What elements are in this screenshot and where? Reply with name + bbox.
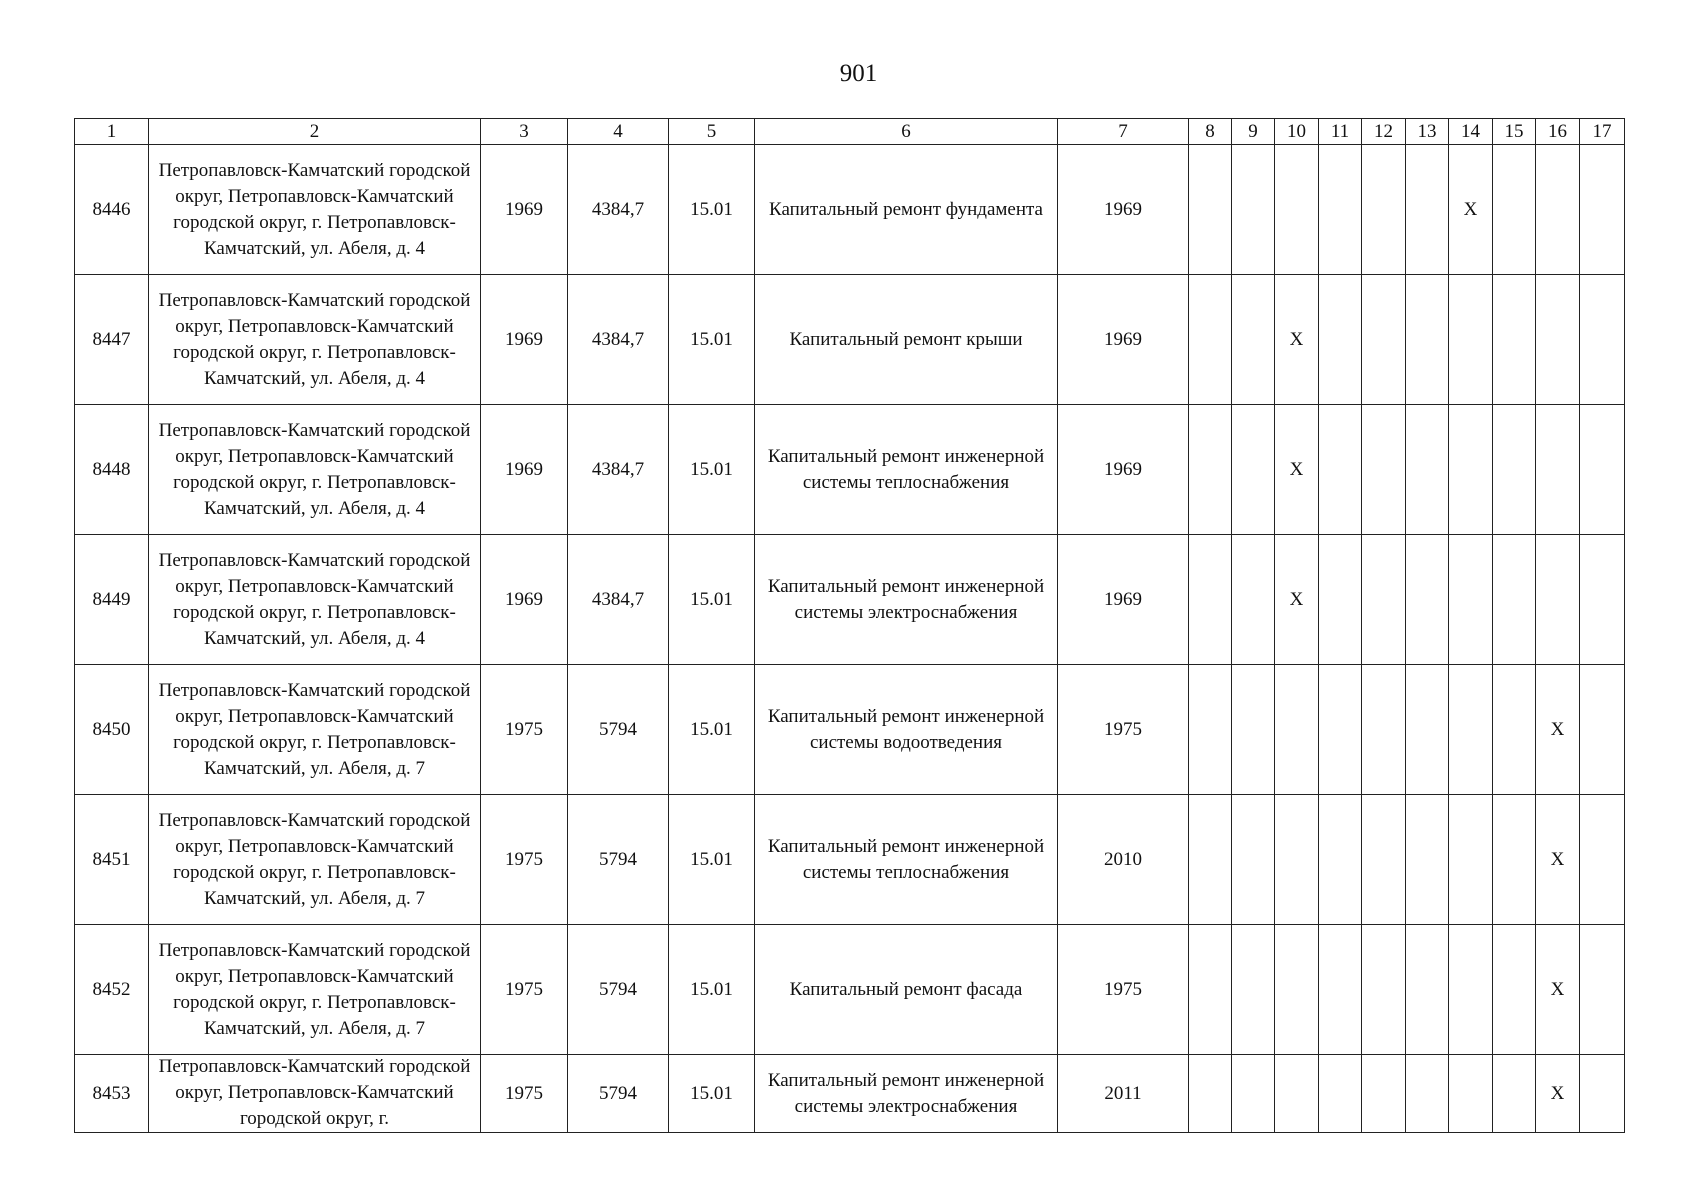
period-cell-17 (1580, 1055, 1625, 1133)
period-cell-9 (1232, 795, 1275, 925)
period-cell-11 (1319, 1055, 1362, 1133)
record-number-cell: 8453 (75, 1055, 149, 1133)
period-cell-8 (1189, 795, 1232, 925)
table-row (75, 535, 1625, 665)
period-cell-14 (1449, 405, 1493, 535)
record-number-cell: 8451 (75, 795, 149, 925)
address-cell (149, 795, 481, 925)
column-number-cell: 4 (568, 119, 669, 145)
period-cell-12 (1362, 925, 1406, 1055)
period-cell-17 (1580, 925, 1625, 1055)
period-cell-17 (1580, 795, 1625, 925)
last-repair-year-cell: 1969 (1058, 145, 1189, 275)
period-cell-17 (1580, 535, 1625, 665)
period-mark-cell: X (1275, 535, 1319, 665)
period-cell-14 (1449, 535, 1493, 665)
period-cell-13 (1406, 145, 1449, 275)
last-repair-year-cell: 2011 (1058, 1055, 1189, 1133)
period-mark-cell: X (1536, 665, 1580, 795)
period-cell-8 (1189, 925, 1232, 1055)
period-cell-9 (1232, 145, 1275, 275)
period-cell-8 (1189, 1055, 1232, 1133)
period-cell-9 (1232, 665, 1275, 795)
address-cell (149, 925, 481, 1055)
code-cell: 15.01 (669, 535, 755, 665)
period-cell-17 (1580, 275, 1625, 405)
period-cell-11 (1319, 795, 1362, 925)
area-cell: 4384,7 (568, 275, 669, 405)
column-number-cell: 12 (1362, 119, 1406, 145)
period-cell-11 (1319, 145, 1362, 275)
table-row (75, 1055, 1625, 1133)
area-cell: 5794 (568, 1055, 669, 1133)
year-built-cell: 1969 (481, 535, 568, 665)
period-cell-16 (1536, 405, 1580, 535)
period-cell-10 (1275, 795, 1319, 925)
page-number: 901 (839, 60, 878, 87)
period-cell-16 (1536, 535, 1580, 665)
last-repair-year-cell: 1969 (1058, 405, 1189, 535)
period-cell-13 (1406, 535, 1449, 665)
address-cell (149, 665, 481, 795)
work-type-cell: Капитальный ремонт инженерной системы теплоснабжения (755, 795, 1058, 925)
period-cell-17 (1580, 405, 1625, 535)
address-text: Петропавловск-Камчатский городской округ, Петропавловск-Камчатский городской округ, г. Петропавловск-Камчатский, ул. Абеля, д. 7 (158, 809, 471, 909)
work-type-cell: Капитальный ремонт инженерной системы водоотведения (755, 665, 1058, 795)
period-cell-8 (1189, 145, 1232, 275)
work-type-cell: Капитальный ремонт инженерной системы теплоснабжения (755, 405, 1058, 535)
period-cell-10 (1275, 1055, 1319, 1133)
period-mark-cell: X (1536, 925, 1580, 1055)
period-cell-9 (1232, 535, 1275, 665)
period-cell-14 (1449, 665, 1493, 795)
period-cell-8 (1189, 405, 1232, 535)
record-number-cell: 8447 (75, 275, 149, 405)
last-repair-year-cell: 2010 (1058, 795, 1189, 925)
work-type-cell: Капитальный ремонт инженерной системы электроснабжения (755, 535, 1058, 665)
column-number-cell: 7 (1058, 119, 1189, 145)
period-cell-9 (1232, 275, 1275, 405)
code-cell: 15.01 (669, 1055, 755, 1133)
address-cell (149, 535, 481, 665)
column-number-cell: 5 (669, 119, 755, 145)
column-number-cell: 14 (1449, 119, 1493, 145)
table-row (75, 795, 1625, 925)
period-cell-17 (1580, 145, 1625, 275)
period-cell-11 (1319, 925, 1362, 1055)
column-number-cell: 8 (1189, 119, 1232, 145)
period-cell-11 (1319, 665, 1362, 795)
address-cell (149, 405, 481, 535)
year-built-cell: 1969 (481, 405, 568, 535)
column-number-cell: 15 (1493, 119, 1536, 145)
area-cell: 5794 (568, 925, 669, 1055)
period-mark-cell: X (1536, 795, 1580, 925)
year-built-cell: 1969 (481, 145, 568, 275)
period-cell-14 (1449, 925, 1493, 1055)
period-cell-15 (1493, 275, 1536, 405)
period-cell-10 (1275, 145, 1319, 275)
period-cell-15 (1493, 795, 1536, 925)
column-number-cell: 11 (1319, 119, 1362, 145)
work-type-cell: Капитальный ремонт фундамента (755, 145, 1058, 275)
period-mark-cell: X (1449, 145, 1493, 275)
address-text: Петропавловск-Камчатский городской округ, Петропавловск-Камчатский городской округ, г. Петропавловск-Камчатский, ул. Абеля, д. 4 (158, 419, 471, 519)
period-cell-15 (1493, 145, 1536, 275)
work-type-cell: Капитальный ремонт фасада (755, 925, 1058, 1055)
code-cell: 15.01 (669, 145, 755, 275)
column-number-header (75, 119, 1625, 145)
period-cell-12 (1362, 405, 1406, 535)
period-cell-15 (1493, 405, 1536, 535)
period-cell-14 (1449, 275, 1493, 405)
record-number-cell: 8450 (75, 665, 149, 795)
period-cell-12 (1362, 535, 1406, 665)
period-cell-8 (1189, 665, 1232, 795)
table-row (75, 665, 1625, 795)
code-cell: 15.01 (669, 795, 755, 925)
period-cell-10 (1275, 925, 1319, 1055)
record-number-cell: 8449 (75, 535, 149, 665)
period-cell-12 (1362, 795, 1406, 925)
column-number-cell: 6 (755, 119, 1058, 145)
last-repair-year-cell: 1975 (1058, 665, 1189, 795)
address-text: Петропавловск-Камчатский городской округ, Петропавловск-Камчатский городской округ, г. Петропавловск-Камчатский, ул. Абеля, д. 7 (158, 679, 471, 779)
last-repair-year-cell: 1969 (1058, 535, 1189, 665)
address-cell (149, 1055, 481, 1133)
column-number-cell: 10 (1275, 119, 1319, 145)
column-number-cell: 2 (149, 119, 481, 145)
area-cell: 4384,7 (568, 535, 669, 665)
period-cell-16 (1536, 145, 1580, 275)
period-cell-15 (1493, 925, 1536, 1055)
period-cell-17 (1580, 665, 1625, 795)
period-cell-13 (1406, 665, 1449, 795)
column-number-cell: 17 (1580, 119, 1625, 145)
table-row (75, 925, 1625, 1055)
period-cell-8 (1189, 535, 1232, 665)
address-text: Петропавловск-Камчатский городской округ, Петропавловск-Камчатский городской округ, г. (158, 1056, 471, 1129)
column-number-cell: 3 (481, 119, 568, 145)
period-cell-15 (1493, 535, 1536, 665)
code-cell: 15.01 (669, 275, 755, 405)
period-mark-cell: X (1275, 275, 1319, 405)
period-cell-13 (1406, 795, 1449, 925)
period-cell-9 (1232, 1055, 1275, 1133)
period-cell-15 (1493, 665, 1536, 795)
period-cell-11 (1319, 405, 1362, 535)
period-cell-13 (1406, 275, 1449, 405)
code-cell: 15.01 (669, 405, 755, 535)
address-text: Петропавловск-Камчатский городской округ, Петропавловск-Камчатский городской округ, г. Петропавловск-Камчатский, ул. Абеля, д. 4 (158, 289, 471, 389)
year-built-cell: 1975 (481, 925, 568, 1055)
capital-repair-table (74, 118, 1625, 1133)
table-row (75, 405, 1625, 535)
period-cell-13 (1406, 925, 1449, 1055)
column-number-cell: 1 (75, 119, 149, 145)
address-cell (149, 145, 481, 275)
record-number-cell: 8446 (75, 145, 149, 275)
period-cell-9 (1232, 405, 1275, 535)
address-text: Петропавловск-Камчатский городской округ, Петропавловск-Камчатский городской округ, г. Петропавловск-Камчатский, ул. Абеля, д. 4 (158, 549, 471, 649)
period-cell-11 (1319, 535, 1362, 665)
period-cell-8 (1189, 275, 1232, 405)
period-cell-14 (1449, 795, 1493, 925)
period-cell-12 (1362, 665, 1406, 795)
period-cell-13 (1406, 405, 1449, 535)
area-cell: 5794 (568, 665, 669, 795)
work-type-cell: Капитальный ремонт инженерной системы электроснабжения (755, 1055, 1058, 1133)
period-cell-12 (1362, 275, 1406, 405)
record-number-cell: 8452 (75, 925, 149, 1055)
year-built-cell: 1975 (481, 665, 568, 795)
record-number-cell: 8448 (75, 405, 149, 535)
period-mark-cell: X (1536, 1055, 1580, 1133)
address-text: Петропавловск-Камчатский городской округ, Петропавловск-Камчатский городской округ, г. Петропавловск-Камчатский, ул. Абеля, д. 4 (158, 159, 471, 259)
period-cell-14 (1449, 1055, 1493, 1133)
period-cell-12 (1362, 1055, 1406, 1133)
year-built-cell: 1969 (481, 275, 568, 405)
address-cell (149, 275, 481, 405)
period-cell-11 (1319, 275, 1362, 405)
work-type-cell: Капитальный ремонт крыши (755, 275, 1058, 405)
period-cell-15 (1493, 1055, 1536, 1133)
period-cell-12 (1362, 145, 1406, 275)
year-built-cell: 1975 (481, 795, 568, 925)
table-row (75, 275, 1625, 405)
period-cell-10 (1275, 665, 1319, 795)
code-cell: 15.01 (669, 665, 755, 795)
table-row (75, 145, 1625, 275)
period-cell-16 (1536, 275, 1580, 405)
period-mark-cell: X (1275, 405, 1319, 535)
last-repair-year-cell: 1975 (1058, 925, 1189, 1055)
column-number-cell: 16 (1536, 119, 1580, 145)
column-number-cell: 9 (1232, 119, 1275, 145)
period-cell-13 (1406, 1055, 1449, 1133)
last-repair-year-cell: 1969 (1058, 275, 1189, 405)
year-built-cell: 1975 (481, 1055, 568, 1133)
column-number-cell: 13 (1406, 119, 1449, 145)
area-cell: 4384,7 (568, 405, 669, 535)
address-text: Петропавловск-Камчатский городской округ, Петропавловск-Камчатский городской округ, г. Петропавловск-Камчатский, ул. Абеля, д. 7 (158, 939, 471, 1039)
code-cell: 15.01 (669, 925, 755, 1055)
period-cell-9 (1232, 925, 1275, 1055)
area-cell: 4384,7 (568, 145, 669, 275)
area-cell: 5794 (568, 795, 669, 925)
